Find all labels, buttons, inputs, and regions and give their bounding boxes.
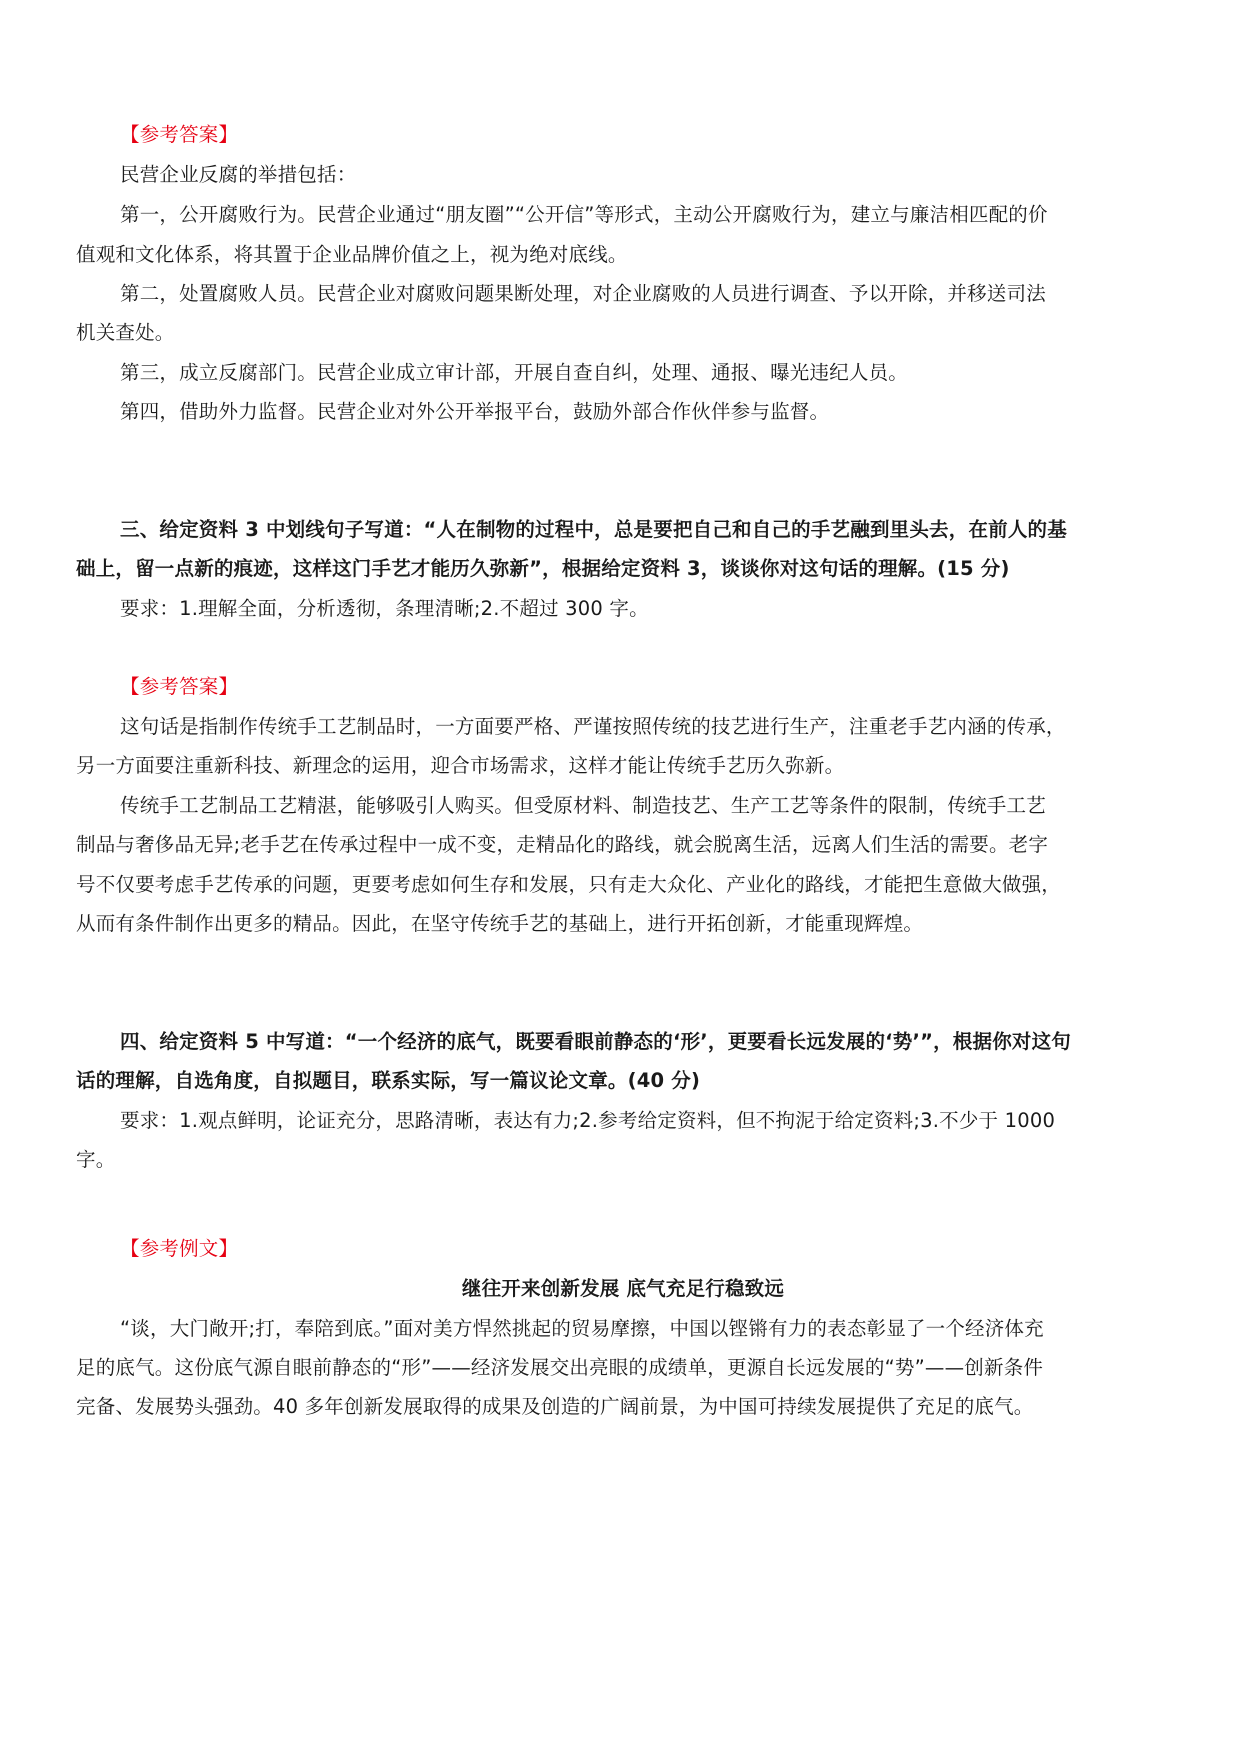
answer-paragraph-line: 第三，成立反腐部门。民营企业成立审计部，开展自查自纠，处理、通报、曝光违纪人员。	[120, 361, 909, 384]
answer-paragraph-line: 另一方面要注重新科技、新理念的运用，迎合市场需求，这样才能让传统手艺历久弥新。	[76, 754, 845, 777]
answer-paragraph-line: 号不仅要考虑手艺传承的问题，更要考虑如何生存和发展，只有走大众化、产业化的路线，才能把生意做大做强，	[76, 873, 1062, 896]
question-requirement: 要求：1.理解全面，分析透彻，条理清晰;2.不超过 300 字。	[120, 597, 649, 620]
question-title-line: 话的理解，自选角度，自拟题目，联系实际，写一篇议论文章。(40 分)	[76, 1069, 701, 1092]
answer-paragraph-line: 机关查处。	[76, 321, 175, 344]
essay-title: 继往开来创新发展 底气充足行稳致远	[461, 1277, 785, 1300]
question-requirement: 字。	[76, 1148, 116, 1171]
question-title-line: 础上，留一点新的痕迹，这样这门手艺才能历久弥新”，根据给定资料 3，谈谈你对这句话的理解。(15 分)	[76, 557, 1010, 580]
answer-label: 【参考答案】	[120, 675, 239, 698]
answer-paragraph-line: 第二，处置腐败人员。民营企业对腐败问题果断处理，对企业腐败的人员进行调查、予以开除，并移送司法	[120, 282, 1046, 305]
essay-label: 【参考例文】	[120, 1237, 239, 1260]
answer-paragraph-line: 第一，公开腐败行为。民营企业通过“朋友圈”“公开信”等形式，主动公开腐败行为，建立与廉洁相匹配的价	[120, 203, 1048, 226]
answer-paragraph-line: 制品与奢侈品无异;老手艺在传承过程中一成不变，走精品化的路线，就会脱离生活，远离人们生活的需要。老字	[76, 833, 1049, 856]
answer-paragraph-line: 这句话是指制作传统手工艺制品时，一方面要严格、严谨按照传统的技艺进行生产，注重老手艺内涵的传承，	[120, 715, 1066, 738]
essay-paragraph-line: 足的底气。这份底气源自眼前静态的“形”——经济发展交出亮眼的成绩单，更源自长远发展的“势”——创新条件	[76, 1356, 1044, 1379]
answer-paragraph-line: 第四，借助外力监督。民营企业对外公开举报平台，鼓励外部合作伙伴参与监督。	[120, 400, 830, 423]
essay-paragraph-line: “谈，大门敞开;打，奉陪到底。”面对美方悍然挑起的贸易摩擦，中国以铿锵有力的表态彰显了一个经济体充	[120, 1317, 1044, 1340]
answer-paragraph-line: 民营企业反腐的举措包括：	[120, 163, 357, 186]
question-requirement: 要求：1.观点鲜明，论证充分，思路清晰，表达有力;2.参考给定资料，但不拘泥于给定资料;3.不少于 1000	[120, 1109, 1056, 1132]
answer-label: 【参考答案】	[120, 123, 239, 146]
answer-paragraph-line: 从而有条件制作出更多的精品。因此，在坚守传统手艺的基础上，进行开拓创新，才能重现辉煌。	[76, 912, 924, 935]
question-title-line: 三、给定资料 3 中划线句子写道：“人在制物的过程中，总是要把自己和自己的手艺融到里头去，在前人的基	[120, 518, 1067, 541]
essay-paragraph-line: 完备、发展势头强劲。40 多年创新发展取得的成果及创造的广阔前景，为中国可持续发展提供了充足的底气。	[76, 1395, 1034, 1418]
answer-paragraph-line: 传统手工艺制品工艺精湛，能够吸引人购买。但受原材料、制造技艺、生产工艺等条件的限制，传统手工艺	[120, 794, 1046, 817]
question-title-line: 四、给定资料 5 中写道：“一个经济的底气，既要看眼前静态的‘形’，更要看长远发展的‘势’”，根据你对这句	[120, 1030, 1072, 1053]
answer-paragraph-line: 值观和文化体系，将其置于企业品牌价值之上，视为绝对底线。	[76, 243, 628, 266]
